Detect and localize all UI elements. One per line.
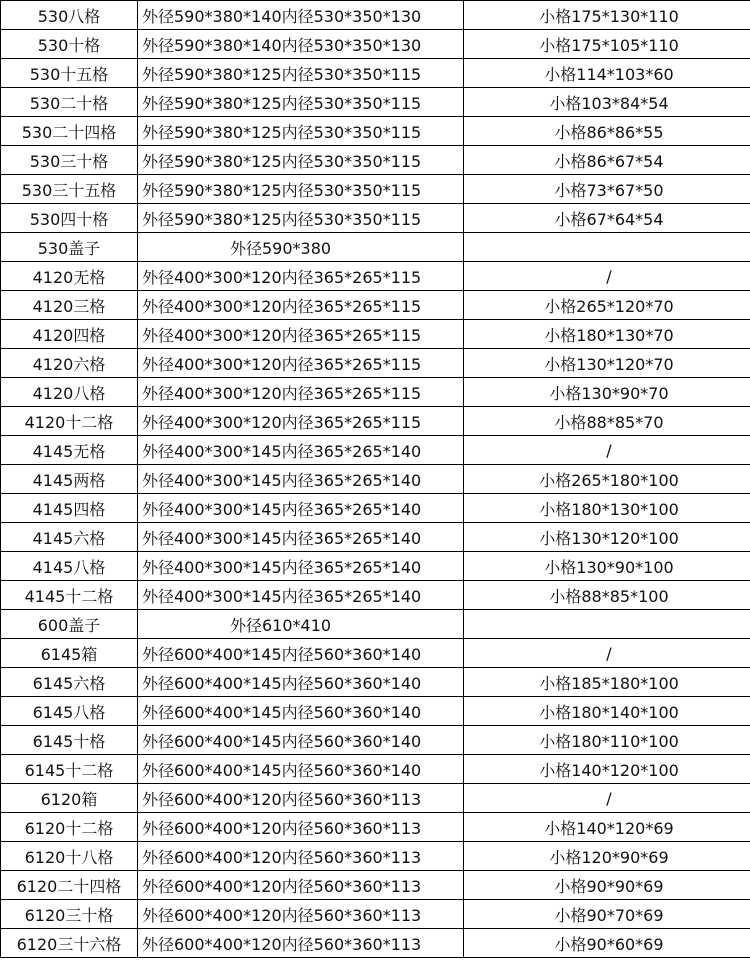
cell-size-cell: 小格120*90*69 [464,842,750,871]
cell-size-cell: 小格90*60*69 [464,929,750,958]
model-name-cell: 4145六格 [1,523,138,552]
model-name-cell: 600盖子 [1,610,138,639]
cell-size-cell: 小格180*130*100 [464,494,750,523]
model-name-cell: 530八格 [1,1,138,30]
model-name-cell: 4145十二格 [1,581,138,610]
model-name-cell: 4120四格 [1,320,138,349]
cell-size-cell: 小格130*90*70 [464,378,750,407]
dimensions-cell: 外径590*380*125内径530*350*115 [138,117,464,146]
model-name-cell: 4145两格 [1,465,138,494]
cell-size-cell: 小格88*85*100 [464,581,750,610]
model-name-cell: 6120三十格 [1,900,138,929]
model-name-cell: 530二十四格 [1,117,138,146]
cell-size-cell: 小格73*67*50 [464,175,750,204]
dimensions-cell: 外径400*300*145内径365*265*140 [138,465,464,494]
model-name-cell: 6145六格 [1,668,138,697]
model-name-cell: 530三十五格 [1,175,138,204]
cell-size-cell: 小格185*180*100 [464,668,750,697]
cell-size-cell: / [464,639,750,668]
table-row [1,610,750,639]
model-name-cell: 530盖子 [1,233,138,262]
dimensions-cell: 外径400*300*120内径365*265*115 [138,349,464,378]
table-row [1,581,750,610]
dimensions-cell: 外径590*380*125内径530*350*115 [138,175,464,204]
dimensions-cell: 外径600*400*120内径560*360*113 [138,871,464,900]
table-row [1,813,750,842]
cell-size-cell: 小格265*120*70 [464,291,750,320]
model-name-cell: 6145十二格 [1,755,138,784]
cell-size-cell: / [464,436,750,465]
dimensions-cell: 外径400*300*145内径365*265*140 [138,523,464,552]
table-row [1,494,750,523]
cell-size-cell: 小格130*120*100 [464,523,750,552]
cell-size-cell: 小格180*130*70 [464,320,750,349]
model-name-cell: 4120六格 [1,349,138,378]
dimensions-cell: 外径600*400*145内径560*360*140 [138,668,464,697]
table-row [1,1,750,30]
dimensions-cell: 外径400*300*120内径365*265*115 [138,407,464,436]
dimensions-cell: 外径400*300*120内径365*265*115 [138,291,464,320]
cell-size-cell: 小格140*120*100 [464,755,750,784]
cell-size-cell: 小格265*180*100 [464,465,750,494]
model-name-cell: 4145无格 [1,436,138,465]
cell-size-cell: 小格180*140*100 [464,697,750,726]
table-row [1,523,750,552]
dimensions-cell: 外径600*400*145内径560*360*140 [138,639,464,668]
table-row [1,668,750,697]
dimensions-cell: 外径400*300*145内径365*265*140 [138,552,464,581]
table-row [1,204,750,233]
cell-size-cell: 小格86*86*55 [464,117,750,146]
dimensions-cell: 外径590*380*140内径530*350*130 [138,1,464,30]
table-row [1,465,750,494]
model-name-cell: 6120二十四格 [1,871,138,900]
model-name-cell: 6120十二格 [1,813,138,842]
table-row [1,175,750,204]
cell-size-cell: 小格130*90*100 [464,552,750,581]
model-name-cell: 530三十格 [1,146,138,175]
table-row [1,842,750,871]
dimensions-cell: 外径590*380*140内径530*350*130 [138,30,464,59]
table-row [1,233,750,262]
table-row [1,117,750,146]
model-name-cell: 4120三格 [1,291,138,320]
dimensions-cell: 外径600*400*120内径560*360*113 [138,813,464,842]
cell-size-cell: 小格130*120*70 [464,349,750,378]
dimensions-cell: 外径600*400*120内径560*360*113 [138,784,464,813]
dimensions-cell: 外径400*300*145内径365*265*140 [138,436,464,465]
table-row [1,88,750,117]
dimensions-cell: 外径400*300*145内径365*265*140 [138,581,464,610]
table-row [1,726,750,755]
table-row [1,784,750,813]
dimensions-cell: 外径400*300*145内径365*265*140 [138,494,464,523]
table-row [1,378,750,407]
model-name-cell: 6120三十六格 [1,929,138,958]
cell-size-cell: 小格175*105*110 [464,30,750,59]
dimensions-cell: 外径400*300*120内径365*265*115 [138,378,464,407]
model-name-cell: 6145箱 [1,639,138,668]
dimensions-cell: 外径590*380 [138,233,464,262]
cell-size-cell: 小格86*67*54 [464,146,750,175]
model-name-cell: 4120无格 [1,262,138,291]
cell-size-cell: / [464,784,750,813]
cell-size-cell: 小格88*85*70 [464,407,750,436]
table-row [1,262,750,291]
dimensions-cell: 外径600*400*120内径560*360*113 [138,900,464,929]
model-name-cell: 6145十格 [1,726,138,755]
cell-size-cell: 小格140*120*69 [464,813,750,842]
spec-table-body [1,1,750,958]
table-row [1,436,750,465]
model-name-cell: 4145八格 [1,552,138,581]
table-row [1,697,750,726]
model-name-cell: 530二十格 [1,88,138,117]
model-name-cell: 4120八格 [1,378,138,407]
cell-size-cell: 小格67*64*54 [464,204,750,233]
cell-size-cell: 小格114*103*60 [464,59,750,88]
dimensions-cell: 外径590*380*125内径530*350*115 [138,59,464,88]
table-row [1,320,750,349]
dimensions-cell: 外径600*400*145内径560*360*140 [138,697,464,726]
cell-size-cell: 小格90*70*69 [464,900,750,929]
model-name-cell: 530十格 [1,30,138,59]
cell-size-cell: 小格90*90*69 [464,871,750,900]
dimensions-cell: 外径590*380*125内径530*350*115 [138,88,464,117]
dimensions-cell: 外径590*380*125内径530*350*115 [138,204,464,233]
table-row [1,291,750,320]
cell-size-cell: 小格175*130*110 [464,1,750,30]
dimensions-cell: 外径400*300*120内径365*265*115 [138,320,464,349]
model-name-cell: 4145四格 [1,494,138,523]
table-row [1,146,750,175]
dimensions-cell: 外径600*400*120内径560*360*113 [138,842,464,871]
cell-size-cell: 小格103*84*54 [464,88,750,117]
cell-size-cell: / [464,262,750,291]
table-row [1,349,750,378]
model-name-cell: 530四十格 [1,204,138,233]
table-row [1,871,750,900]
dimensions-cell: 外径610*410 [138,610,464,639]
model-name-cell: 6145八格 [1,697,138,726]
table-row [1,552,750,581]
cell-size-cell: 小格180*110*100 [464,726,750,755]
table-row [1,929,750,958]
model-name-cell: 6120箱 [1,784,138,813]
table-row [1,900,750,929]
model-name-cell: 530十五格 [1,59,138,88]
table-row [1,59,750,88]
dimensions-cell: 外径600*400*120内径560*360*113 [138,929,464,958]
table-row [1,639,750,668]
table-row [1,407,750,436]
table-row [1,755,750,784]
dimensions-cell: 外径600*400*145内径560*360*140 [138,755,464,784]
cell-size-cell [464,233,750,262]
model-name-cell: 6120十八格 [1,842,138,871]
table-row [1,30,750,59]
cell-size-cell [464,610,750,639]
dimensions-cell: 外径590*380*125内径530*350*115 [138,146,464,175]
dimensions-cell: 外径400*300*120内径365*265*115 [138,262,464,291]
model-name-cell: 4120十二格 [1,407,138,436]
dimensions-cell: 外径600*400*145内径560*360*140 [138,726,464,755]
